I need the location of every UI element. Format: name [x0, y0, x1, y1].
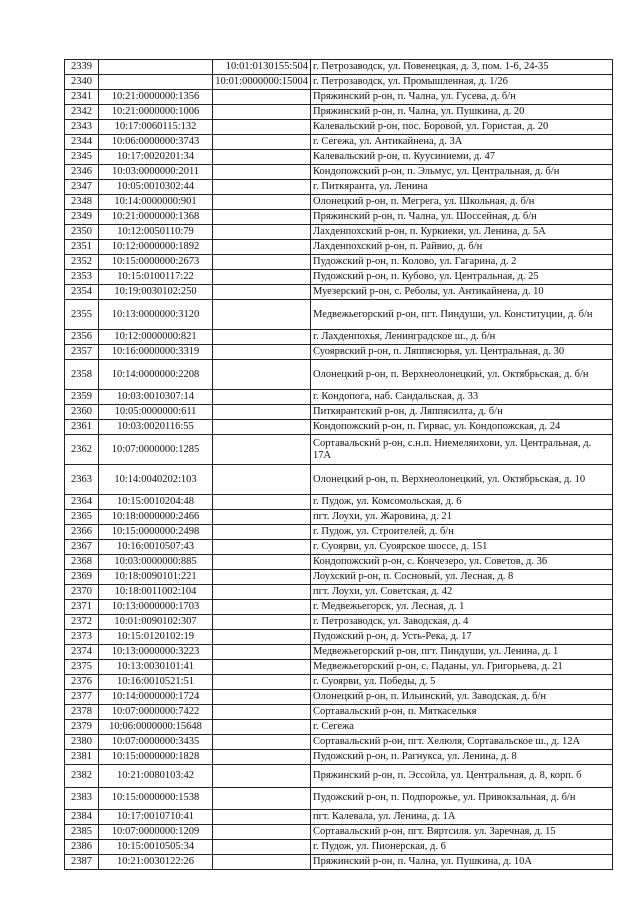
cadastral-number-cell: 10:18:0090101:221 [99, 570, 213, 585]
address-cell: г. Суоярви, ул. Победы, д. 5 [311, 675, 613, 690]
row-number-cell: 2365 [65, 510, 99, 525]
row-number-cell: 2380 [65, 735, 99, 750]
row-number-cell: 2339 [65, 60, 99, 75]
cadastral-number-alt-cell [213, 330, 311, 345]
cadastral-number-alt-cell [213, 90, 311, 105]
table-row [65, 645, 613, 660]
table-row [65, 300, 613, 330]
address-cell: г. Питкяранта, ул. Ленина [311, 180, 613, 195]
cadastral-number-cell: 10:15:0000000:1828 [99, 750, 213, 765]
address-cell: Муезерский р-он, с. Реболы, ул. Антикайнена, д. 10 [311, 285, 613, 300]
table-row [65, 570, 613, 585]
cadastral-number-alt-cell [213, 787, 311, 810]
cadastral-number-alt-cell [213, 735, 311, 750]
cadastral-number-cell: 10:18:0000000:2466 [99, 510, 213, 525]
table-row [65, 690, 613, 705]
cadastral-number-cell: 10:15:0100117:22 [99, 270, 213, 285]
address-cell: г. Медвежьегорск, ул. Лесная, д. 1 [311, 600, 613, 615]
table-row [65, 765, 613, 788]
cadastral-number-alt-cell [213, 660, 311, 675]
table-row [65, 195, 613, 210]
cadastral-number-alt-cell [213, 555, 311, 570]
row-number-cell: 2349 [65, 210, 99, 225]
row-number-cell: 2383 [65, 787, 99, 810]
row-number-cell: 2340 [65, 75, 99, 90]
cadastral-number-alt-cell [213, 840, 311, 855]
cadastral-number-cell: 10:03:0000000:2011 [99, 165, 213, 180]
row-number-cell: 2351 [65, 240, 99, 255]
row-number-cell: 2382 [65, 765, 99, 788]
cadastral-number-cell: 10:21:0030122:26 [99, 855, 213, 870]
address-cell: Пряжинский р-он, п. Эссойла, ул. Центральная, д. 8, корп. б [311, 765, 613, 788]
cadastral-number-alt-cell [213, 255, 311, 270]
cadastral-number-alt-cell [213, 525, 311, 540]
row-number-cell: 2354 [65, 285, 99, 300]
table-row [65, 495, 613, 510]
row-number-cell: 2359 [65, 390, 99, 405]
cadastral-number-alt-cell [213, 675, 311, 690]
cadastral-number-cell: 10:19:0030102:250 [99, 285, 213, 300]
cadastral-number-cell: 10:03:0000000:885 [99, 555, 213, 570]
table-row [65, 420, 613, 435]
row-number-cell: 2373 [65, 630, 99, 645]
address-cell: г. Петрозаводск, ул. Промышленная, д. 1/26 [311, 75, 613, 90]
cadastral-number-alt-cell: 10:01:0000000:15004 [213, 75, 311, 90]
address-cell: Медвежьегорский р-он, пгт. Пиндуши, ул. Конституции, д. б/н [311, 300, 613, 330]
table-row [65, 465, 613, 495]
cadastral-number-cell: 10:16:0000000:3319 [99, 345, 213, 360]
cadastral-number-alt-cell [213, 855, 311, 870]
row-number-cell: 2361 [65, 420, 99, 435]
address-cell: Пряжинский р-он, п. Чална, ул. Пушкина, д. 10А [311, 855, 613, 870]
table-row [65, 135, 613, 150]
table-row [65, 150, 613, 165]
address-cell: Пряжинский р-он, п. Чална, ул. Гусева, д. б/н [311, 90, 613, 105]
address-cell: Калевальский р-он, пос. Боровой, ул. Гористая, д. 20 [311, 120, 613, 135]
table-row [65, 120, 613, 135]
cadastral-number-alt-cell [213, 810, 311, 825]
row-number-cell: 2364 [65, 495, 99, 510]
address-cell: Пудожский р-он, п. Рагнукса, ул. Ленина, д. 8 [311, 750, 613, 765]
cadastral-number-cell: 10:03:0020116:55 [99, 420, 213, 435]
address-cell: г. Кондопога, наб. Сандальская, д. 33 [311, 390, 613, 405]
cadastral-number-alt-cell [213, 135, 311, 150]
cadastral-number-cell: 10:13:0030101:41 [99, 660, 213, 675]
address-cell: Лахденпохский р-он, п. Куркиеки, ул. Ленина, д. 5А [311, 225, 613, 240]
table-row [65, 660, 613, 675]
cadastral-number-cell: 10:03:0010307:14 [99, 390, 213, 405]
address-cell: Медвежьегорский р-он, с. Паданы, ул. Григорьева, д. 21 [311, 660, 613, 675]
table-row [65, 210, 613, 225]
cadastral-number-cell: 10:14:0000000:901 [99, 195, 213, 210]
cadastral-number-alt-cell [213, 420, 311, 435]
cadastral-number-cell: 10:07:0000000:1285 [99, 435, 213, 465]
table-row [65, 405, 613, 420]
cadastral-number-alt-cell [213, 570, 311, 585]
table-row [65, 585, 613, 600]
row-number-cell: 2366 [65, 525, 99, 540]
row-number-cell: 2387 [65, 855, 99, 870]
cadastral-number-alt-cell [213, 165, 311, 180]
table-row [65, 225, 613, 240]
cadastral-number-cell: 10:14:0000000:1724 [99, 690, 213, 705]
row-number-cell: 2362 [65, 435, 99, 465]
cadastral-number-alt-cell [213, 270, 311, 285]
cadastral-number-alt-cell [213, 690, 311, 705]
cadastral-number-cell: 10:13:0000000:1703 [99, 600, 213, 615]
cadastral-number-cell: 10:05:0010302:44 [99, 180, 213, 195]
address-cell: Пудожский р-он, п. Подпорожье, ул. Привокзальная, д. б/н [311, 787, 613, 810]
cadastral-number-alt-cell [213, 705, 311, 720]
row-number-cell: 2376 [65, 675, 99, 690]
cadastral-number-alt-cell [213, 405, 311, 420]
table-row [65, 675, 613, 690]
address-cell: Пряжинский р-он, п. Чална, ул. Шоссейная, д. б/н [311, 210, 613, 225]
cadastral-number-cell [99, 75, 213, 90]
cadastral-number-cell: 10:21:0080103:42 [99, 765, 213, 788]
row-number-cell: 2345 [65, 150, 99, 165]
row-number-cell: 2342 [65, 105, 99, 120]
row-number-cell: 2347 [65, 180, 99, 195]
table-row [65, 255, 613, 270]
address-cell: Калевальский р-он, п. Куусиниеми, д. 47 [311, 150, 613, 165]
address-cell: г. Петрозаводск, ул. Заводская, д. 4 [311, 615, 613, 630]
table-row [65, 615, 613, 630]
cadastral-number-alt-cell [213, 630, 311, 645]
cadastral-number-cell: 10:17:0020201:34 [99, 150, 213, 165]
cadastral-number-cell: 10:07:0000000:7422 [99, 705, 213, 720]
cadastral-number-cell: 10:06:0000000:15648 [99, 720, 213, 735]
table-row [65, 345, 613, 360]
cadastral-number-alt-cell [213, 615, 311, 630]
cadastral-number-alt-cell [213, 345, 311, 360]
row-number-cell: 2346 [65, 165, 99, 180]
cadastral-number-cell [99, 60, 213, 75]
cadastral-number-alt-cell [213, 210, 311, 225]
address-cell: г. Пудож, ул. Пионерская, д. 6 [311, 840, 613, 855]
cadastral-number-alt-cell [213, 180, 311, 195]
cadastral-number-cell: 10:15:0000000:1538 [99, 787, 213, 810]
row-number-cell: 2358 [65, 360, 99, 390]
cadastral-number-alt-cell [213, 720, 311, 735]
cadastral-number-cell: 10:14:0000000:2208 [99, 360, 213, 390]
address-cell: Лахденпохский р-он, п. Райвио, д. б/н [311, 240, 613, 255]
table-row [65, 750, 613, 765]
cadastral-number-cell: 10:16:0010521:51 [99, 675, 213, 690]
cadastral-number-cell: 10:06:0000000:3743 [99, 135, 213, 150]
row-number-cell: 2385 [65, 825, 99, 840]
cadastral-number-alt-cell [213, 120, 311, 135]
table-row [65, 810, 613, 825]
cadastral-number-cell: 10:15:0010505:34 [99, 840, 213, 855]
cadastral-number-cell: 10:15:0000000:2673 [99, 255, 213, 270]
address-cell: Пудожский р-он, д. Усть-Река, д. 17 [311, 630, 613, 645]
cadastral-number-alt-cell [213, 435, 311, 465]
cadastral-number-alt-cell [213, 510, 311, 525]
address-cell: г. Пудож, ул. Комсомольская, д. 6 [311, 495, 613, 510]
cadastral-number-alt-cell [213, 240, 311, 255]
row-number-cell: 2381 [65, 750, 99, 765]
table-row [65, 600, 613, 615]
table-row [65, 735, 613, 750]
cadastral-number-alt-cell [213, 150, 311, 165]
table-row [65, 330, 613, 345]
cadastral-number-cell: 10:21:0000000:1356 [99, 90, 213, 105]
row-number-cell: 2384 [65, 810, 99, 825]
address-cell: Медвежьегорский р-он, пгт. Пиндуши, ул. Ленина, д. 1 [311, 645, 613, 660]
cadastral-number-cell: 10:13:0000000:3223 [99, 645, 213, 660]
address-cell: Пудожский р-он, п. Колово, ул. Гагарина, д. 2 [311, 255, 613, 270]
table-row [65, 390, 613, 405]
cadastral-number-cell: 10:15:0000000:2498 [99, 525, 213, 540]
address-cell: Олонецкий р-он, п. Верхнеолонецкий, ул. Октябрьская, д. 10 [311, 465, 613, 495]
cadastral-number-alt-cell [213, 765, 311, 788]
row-number-cell: 2350 [65, 225, 99, 240]
row-number-cell: 2378 [65, 705, 99, 720]
address-cell: Олонецкий р-он, п. Верхнеолонецкий, ул. Октябрьская, д. б/н [311, 360, 613, 390]
table-row [65, 180, 613, 195]
row-number-cell: 2379 [65, 720, 99, 735]
cadastral-number-cell: 10:15:0120102:19 [99, 630, 213, 645]
cadastral-number-alt-cell [213, 225, 311, 240]
cadastral-number-cell: 10:13:0000000:3120 [99, 300, 213, 330]
address-cell: Олонецкий р-он, п. Мегрега, ул. Школьная, д. б/н [311, 195, 613, 210]
table-row [65, 240, 613, 255]
cadastral-number-alt-cell [213, 390, 311, 405]
table-row [65, 555, 613, 570]
address-cell: Кондопожский р-он, с. Кончезеро, ул. Советов, д. 36 [311, 555, 613, 570]
cadastral-number-cell: 10:16:0010507:43 [99, 540, 213, 555]
address-cell: Олонецкий р-он, п. Ильинский, ул. Заводская, д. б/н [311, 690, 613, 705]
row-number-cell: 2348 [65, 195, 99, 210]
cadastral-number-cell: 10:07:0000000:1209 [99, 825, 213, 840]
row-number-cell: 2357 [65, 345, 99, 360]
cadastral-number-cell: 10:15:0010204:48 [99, 495, 213, 510]
table-row [65, 75, 613, 90]
table-row [65, 105, 613, 120]
row-number-cell: 2353 [65, 270, 99, 285]
cadastral-number-alt-cell [213, 300, 311, 330]
cadastral-number-cell: 10:12:0050110:79 [99, 225, 213, 240]
row-number-cell: 2372 [65, 615, 99, 630]
row-number-cell: 2368 [65, 555, 99, 570]
address-cell: г. Суоярви, ул. Суоярское шоссе, д. 151 [311, 540, 613, 555]
address-cell: г. Пудож, ул. Строителей, д. б/н [311, 525, 613, 540]
row-number-cell: 2341 [65, 90, 99, 105]
address-cell: Питкярантский р-он, д. Ляппясилта, д. б/н [311, 405, 613, 420]
table-row [65, 825, 613, 840]
cadastral-number-alt-cell [213, 285, 311, 300]
cadastral-number-cell: 10:17:0010710:41 [99, 810, 213, 825]
cadastral-number-alt-cell [213, 585, 311, 600]
address-cell: г. Лахденпохья, Ленинградское ш., д. б/н [311, 330, 613, 345]
row-number-cell: 2355 [65, 300, 99, 330]
table-row [65, 90, 613, 105]
cadastral-number-cell: 10:01:0090102:307 [99, 615, 213, 630]
table-row [65, 525, 613, 540]
cadastral-number-cell: 10:18:0011002:104 [99, 585, 213, 600]
address-cell: Сортавальский р-он, с.н.п. Ниемелянхови, ул. Центральная, д. 17А [311, 435, 613, 465]
row-number-cell: 2356 [65, 330, 99, 345]
cadastral-number-cell: 10:14:0040202:103 [99, 465, 213, 495]
address-cell: Сортавальский р-он, пгт. Хелюля, Сортавальское ш., д. 12А [311, 735, 613, 750]
row-number-cell: 2363 [65, 465, 99, 495]
table-row [65, 630, 613, 645]
cadastral-number-alt-cell [213, 540, 311, 555]
table-row [65, 60, 613, 75]
cadastral-number-alt-cell [213, 645, 311, 660]
cadastral-number-alt-cell [213, 195, 311, 210]
row-number-cell: 2377 [65, 690, 99, 705]
row-number-cell: 2386 [65, 840, 99, 855]
address-cell: г. Петрозаводск, ул. Повенецкая, д. 3, пом. 1-6, 24-35 [311, 60, 613, 75]
cadastral-number-alt-cell [213, 360, 311, 390]
address-cell: пгт. Калевала, ул. Ленина, д. 1А [311, 810, 613, 825]
cadastral-number-cell: 10:07:0000000:3435 [99, 735, 213, 750]
address-cell: Пудожский р-он, п. Кубово, ул. Центральная, д. 25 [311, 270, 613, 285]
cadastral-number-cell: 10:21:0000000:1368 [99, 210, 213, 225]
table-row [65, 720, 613, 735]
row-number-cell: 2375 [65, 660, 99, 675]
row-number-cell: 2360 [65, 405, 99, 420]
row-number-cell: 2367 [65, 540, 99, 555]
cadastral-number-alt-cell [213, 105, 311, 120]
cadastral-number-alt-cell [213, 750, 311, 765]
cadastral-number-alt-cell [213, 495, 311, 510]
table-row [65, 360, 613, 390]
cadastral-number-cell: 10:05:0000000:611 [99, 405, 213, 420]
address-cell: пгт. Лоухи, ул. Советская, д. 42 [311, 585, 613, 600]
address-cell: пгт. Лоухи, ул. Жаровина, д. 21 [311, 510, 613, 525]
row-number-cell: 2370 [65, 585, 99, 600]
table-row [65, 840, 613, 855]
cadastral-number-cell: 10:21:0000000:1006 [99, 105, 213, 120]
table-row [65, 165, 613, 180]
address-cell: Пряжинский р-он, п. Чална, ул. Пушкина, д. 20 [311, 105, 613, 120]
register-table-body [65, 60, 613, 870]
table-row [65, 540, 613, 555]
row-number-cell: 2374 [65, 645, 99, 660]
table-row [65, 510, 613, 525]
table-row [65, 435, 613, 465]
cadastral-number-alt-cell: 10:01:0130155:504 [213, 60, 311, 75]
cadastral-number-alt-cell [213, 825, 311, 840]
table-row [65, 855, 613, 870]
cadastral-number-cell: 10:12:0000000:1892 [99, 240, 213, 255]
row-number-cell: 2344 [65, 135, 99, 150]
table-row [65, 705, 613, 720]
row-number-cell: 2371 [65, 600, 99, 615]
address-cell: Лоухский р-он, п. Сосновый, ул. Лесная, д. 8 [311, 570, 613, 585]
row-number-cell: 2343 [65, 120, 99, 135]
address-cell: г. Сегежа, ул. Антикайнена, д. 3А [311, 135, 613, 150]
cadastral-number-cell: 10:12:0000000:821 [99, 330, 213, 345]
table-row [65, 787, 613, 810]
table-row [65, 285, 613, 300]
address-cell: г. Сегежа [311, 720, 613, 735]
cadastral-number-alt-cell [213, 465, 311, 495]
row-number-cell: 2369 [65, 570, 99, 585]
address-cell: Сортавальский р-он, п. Мяткаселькя [311, 705, 613, 720]
address-cell: Сортавальский р-он, пгт. Вяртсиля. ул. Заречная, д. 15 [311, 825, 613, 840]
address-cell: Кондопожский р-он, п. Гирвас, ул. Кондопожская, д. 24 [311, 420, 613, 435]
address-cell: Суоярвский р-он, п. Ляппясюрья, ул. Центральная, д. 30 [311, 345, 613, 360]
row-number-cell: 2352 [65, 255, 99, 270]
address-cell: Кондопожский р-он, п. Эльмус, ул. Центральная, д. б/н [311, 165, 613, 180]
table-row [65, 270, 613, 285]
property-register-table [64, 59, 613, 870]
cadastral-number-alt-cell [213, 600, 311, 615]
cadastral-number-cell: 10:17:0060115:132 [99, 120, 213, 135]
